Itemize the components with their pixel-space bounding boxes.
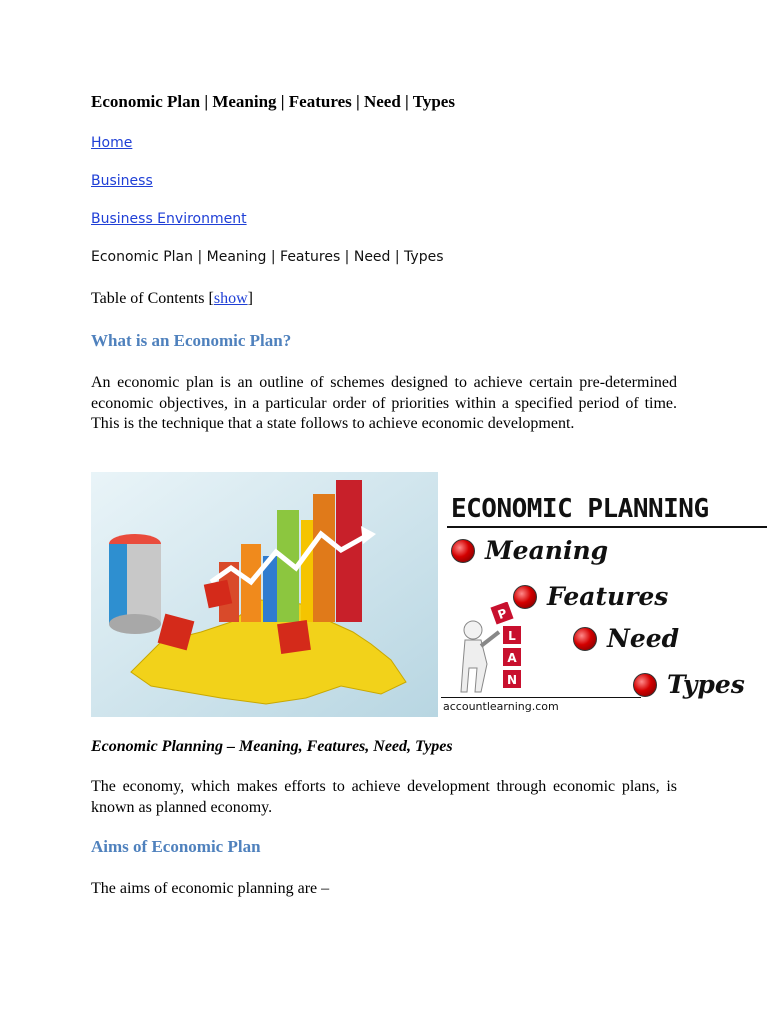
table-of-contents bbox=[91, 290, 253, 308]
page-title: Economic Plan | Meaning | Features | Need | Types bbox=[91, 92, 455, 111]
red-bullet-icon bbox=[451, 539, 475, 563]
plan-block-letter: A bbox=[507, 651, 517, 665]
red-bullet-icon bbox=[633, 673, 657, 697]
plan-block-letter: L bbox=[508, 629, 516, 643]
banner-item-features: Features bbox=[513, 582, 668, 611]
section-heading-aims: Aims of Economic Plan bbox=[91, 837, 261, 856]
breadcrumb-business-environment bbox=[91, 211, 247, 227]
breadcrumb-business bbox=[91, 173, 153, 189]
person-with-plan-blocks-illustration bbox=[451, 602, 541, 697]
economic-planning-banner bbox=[441, 472, 768, 718]
section-paragraph-what-is: An economic plan is an outline of schemes designed to achieve certain pre-determined economic objectives, in a particular order of priorities within a specified period of time. This is the technique that a state follows to achieve economic development. bbox=[91, 374, 677, 432]
figure-caption: Economic Planning – Meaning, Features, Need, Types bbox=[91, 738, 453, 755]
section-paragraph-aims: The aims of economic planning are – bbox=[91, 880, 330, 897]
banner-item-need: Need bbox=[573, 624, 679, 653]
red-bullet-icon bbox=[573, 627, 597, 651]
banner-item-types: Types bbox=[633, 670, 745, 699]
toc-close: ] bbox=[247, 290, 253, 307]
economic-planning-figure bbox=[91, 472, 768, 718]
banner-title: ECONOMIC PLANNING bbox=[451, 494, 709, 524]
site-watermark: accountlearning.com bbox=[443, 700, 559, 713]
banner-divider bbox=[447, 526, 767, 528]
plan-block-letter: P bbox=[495, 605, 509, 623]
plan-block-letter: N bbox=[506, 673, 518, 687]
toc-show-link[interactable]: show bbox=[213, 290, 248, 307]
business-environment-link[interactable]: Business Environment bbox=[91, 211, 247, 227]
toc-label: Table of Contents [ bbox=[91, 290, 214, 307]
planned-economy-paragraph: The economy, which makes efforts to achieve development through economic plans, is known as planned economy. bbox=[91, 778, 677, 816]
breadcrumb-home bbox=[91, 135, 132, 151]
home-link[interactable]: Home bbox=[91, 135, 133, 151]
banner-item-meaning: Meaning bbox=[451, 536, 608, 565]
bar-chart-map-illustration bbox=[91, 472, 438, 717]
section-heading-what-is: What is an Economic Plan? bbox=[91, 331, 292, 350]
site-divider bbox=[441, 697, 641, 698]
breadcrumb-current: Economic Plan | Meaning | Features | Need | Types bbox=[91, 249, 444, 265]
business-link[interactable]: Business bbox=[91, 173, 153, 189]
